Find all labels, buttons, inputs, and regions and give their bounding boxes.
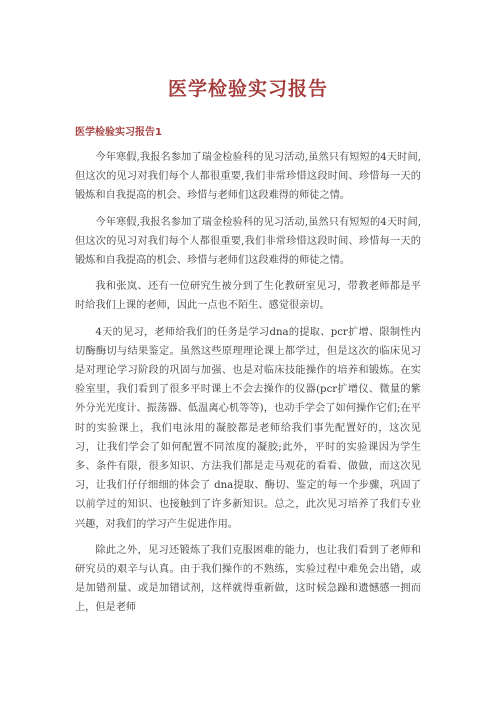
paragraph: 除此之外，见习还锻炼了我们克服困难的能力，也让我们看到了老师和研究员的艰辛与认真。由于我们操作的不熟练，实验过程中难免会出错，或是加错剂量、或是加错试剂，这样就得重新做，这时候急躁和遗憾感一拥而上，但是老师 [75,544,421,614]
paragraph: 4天的见习，老师给我们的任务是学习dna的提取、pcr扩增、限制性内切酶酶切与结果鉴定。虽然这些原理理论课上都学过，但是这次的临床见习是对理论学习阶段的巩固与加强、也是对临床技能操作的培养和锻炼。在实验室里，我们看到了很多平时课上不会去操作的仪器(pcr扩增仪、微量的紫外分光光度计、振荡器、低温离心机等等)，也动手学会了如何操作它们;在平时的实验课上，我们电泳用的凝胶都是老师给我们事先配置好的，这次见习，让我们学会了如何配置不同浓度的凝胶;此外，平时的实验课因为学生多、条件有限，很多知识、方法我们都是走马观花的看看、做做，而这次见习，让我们仔仔细细的体会了 dna提取、酶切、鉴定的每一个步骤，巩固了以前学过的知识、也接触到了许多新知识。总之，此次见习培养了我们专业兴趣，对我们的学习产生促进作用。 [75,326,421,530]
document-title: 医学检验实习报告 [167,78,328,100]
paragraph: 今年寒假,我报名参加了瑞金检验科的见习活动,虽然只有短短的4天时间,但这次的见习对我们每个人都很重要,我们非常珍惜这段时间、珍惜每一天的锻炼和自我提高的机会、珍惜与老师们这段难得的师徒之情。 [75,152,421,202]
document-body [75,148,421,625]
paragraph: 我和张岚、还有一位研究生被分到了生化教研室见习，带教老师都是平时给我们上课的老师，因此一点也不陌生、感觉很亲切。 [75,281,421,312]
paragraph: 今年寒假,我报名参加了瑞金检验科的见习活动,虽然只有短短的4天时间,但这次的见习对我们每个人都很重要,我们非常珍惜这段时间、珍惜每一天的锻炼和自我提高的机会、珍惜与老师们这段难得的师徒之情。 [75,216,421,267]
section-heading: 医学检验实习报告1 [75,127,162,138]
